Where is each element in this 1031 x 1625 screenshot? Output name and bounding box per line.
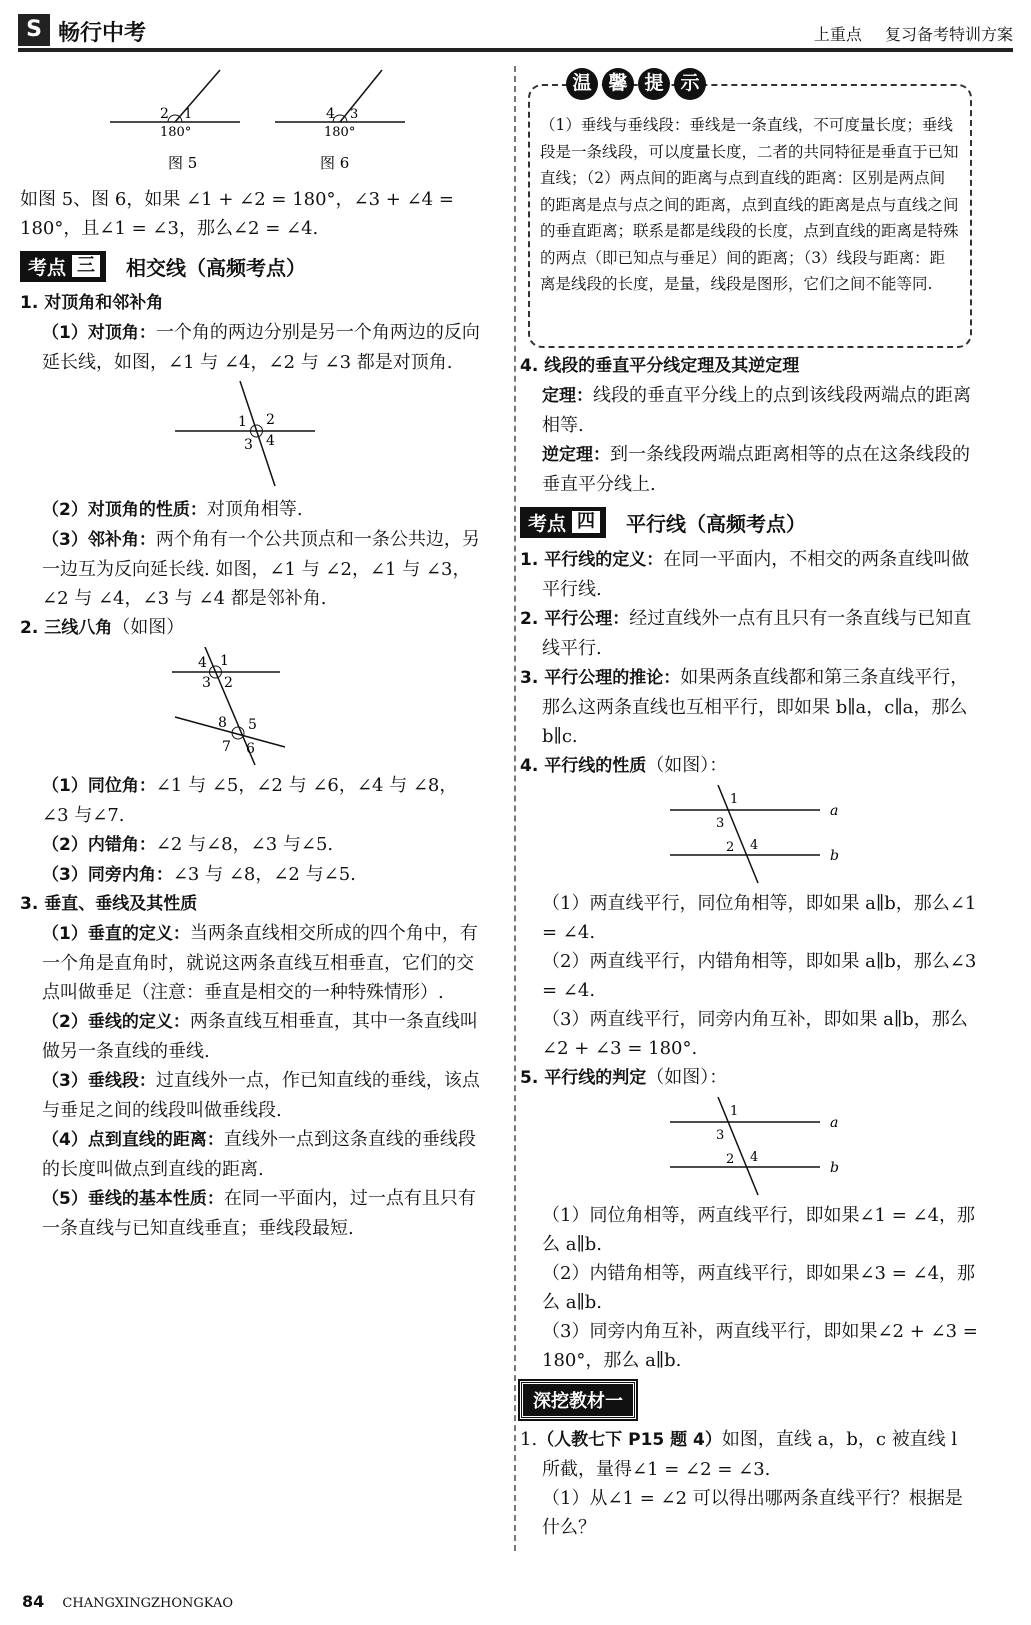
item-3-1-head: （1）垂直的定义： — [42, 924, 190, 944]
right-column — [520, 352, 980, 1542]
section-3-badge — [20, 251, 106, 282]
figB-label-8: 8 — [218, 715, 227, 731]
fig5-label-180: 180° — [160, 125, 192, 140]
figD-label-4: 4 — [750, 1150, 759, 1165]
footer-text: CHANGXINGZHONGKAO — [62, 1596, 234, 1611]
question-1 — [520, 1425, 980, 1484]
tip-char-2: 馨 — [602, 68, 634, 100]
figC-label-2: 2 — [726, 840, 735, 855]
item-2-3-text: ∠3 与 ∠8，∠2 与∠5. — [172, 864, 356, 885]
item-2-1 — [20, 771, 480, 830]
item-3-3-head: （3）垂线段： — [42, 1071, 156, 1091]
intro-line-2: 180°，且∠1 = ∠3，那么∠2 = ∠4. — [20, 218, 319, 239]
converse-text: 到一条线段两端点距离相等的点在这条线段的垂直平分线上. — [542, 444, 970, 495]
heading-3: 3. 垂直、垂线及其性质 — [20, 894, 198, 914]
figure-vertical-angles — [170, 381, 330, 491]
item-3-5-head: （5）垂线的基本性质： — [42, 1189, 224, 1209]
section-4-title: 平行线（高频考点） — [626, 511, 807, 536]
section-3-title: 相交线（高频考点） — [126, 255, 307, 280]
section-4-heading — [520, 505, 980, 539]
figC-label-4: 4 — [750, 838, 759, 853]
parallel-3-head: 3. 平行公理的推论： — [520, 668, 681, 688]
figB-label-2: 2 — [224, 675, 233, 691]
figB-label-4: 4 — [198, 655, 207, 671]
figB-label-7: 7 — [222, 739, 231, 755]
parallel-4-1: （1）两直线平行，同位角相等，即如果 a∥b，那么∠1 = ∠4. — [542, 893, 977, 943]
item-1-1 — [20, 318, 480, 377]
parallel-2-head: 2. 平行公理： — [520, 609, 630, 629]
item-2-3 — [20, 860, 480, 890]
figure-three-lines-eight-angles — [160, 647, 340, 767]
fig5-label-1: 1 — [184, 107, 193, 122]
section-3-badge-label: 考点 — [28, 256, 67, 279]
theorem-head: 定理： — [542, 386, 593, 406]
page-number: 84 — [22, 1592, 45, 1611]
parallel-5-2: （2）内错角相等，两直线平行，即如果∠3 = ∠4，那么 a∥b. — [542, 1263, 976, 1313]
question-1-text: 如图，直线 a，b，c 被直线 l 所截，量得∠1 = ∠2 = ∠3. — [542, 1429, 958, 1480]
item-3-4-text: 直线外一点到这条直线的垂线段的长度叫做点到直线的距离. — [42, 1129, 476, 1180]
parallel-3 — [520, 663, 980, 751]
heading-1: 1. 对顶角和邻补角 — [20, 293, 164, 313]
parallel-2 — [520, 604, 980, 663]
tip-text: （1）垂线与垂线段：垂线是一条直线，不可度量长度；垂线段是一条线段，可以度量长度，二者的共同特征是垂直于已知直线；（2）两点间的距离与点到直线的距离：区别是两点间的距离是点与点之间的距离，点到直线的距离是点与直线之间的垂直距离；联系是都是线段的长度，点到直线的距离是特殊的两点（即已知点与垂足）间的距离；（3）线段与距离：距离是线段的长度，是量，线段是图形，它们之间不能等同. — [540, 116, 959, 293]
theorem — [520, 381, 980, 440]
parallel-5-head: 5. 平行线的判定 — [520, 1068, 647, 1088]
tip-char-4: 示 — [674, 68, 706, 100]
brand-name: 畅行中考 — [58, 21, 147, 46]
tip-char-1: 温 — [566, 68, 598, 100]
tip-title — [566, 68, 706, 100]
parallel-1 — [520, 545, 980, 604]
question-1-sub-1: （1）从∠1 = ∠2 可以得出哪两条直线平行？根据是什么？ — [542, 1488, 963, 1538]
item-2-2 — [20, 830, 480, 860]
item-1-2 — [20, 495, 480, 525]
page-footer — [22, 1592, 233, 1611]
item-1-2-text: 对顶角相等. — [206, 499, 303, 520]
item-1-3-head: （3）邻补角： — [42, 530, 156, 550]
item-3-2-head: （2）垂线的定义： — [42, 1012, 190, 1032]
parallel-4-3: （3）两直线平行，同旁内角互补，即如果 a∥b，那么∠2 + ∠3 = 180°. — [542, 1009, 968, 1059]
fig6-label-4: 4 — [326, 106, 335, 122]
parallel-1-text: 在同一平面内，不相交的两条直线叫做平行线. — [542, 549, 970, 600]
item-3-3-text: 过直线外一点，作已知直线的垂线，该点与垂足之间的线段叫做垂线段. — [42, 1070, 480, 1121]
item-1-3 — [20, 525, 480, 613]
figD-label-2: 2 — [726, 1152, 735, 1167]
item-3-1-text: 当两条直线相交所成的四个角中，有一个角是直角时，就说这两条直线互相垂直，它们的交点叫做垂足（注意：垂直是相交的一种特殊情形）. — [42, 923, 478, 1003]
parallel-4-note: （如图）： — [646, 755, 728, 776]
item-3-3 — [20, 1066, 480, 1125]
section-3-badge-number: 三 — [70, 253, 102, 279]
figB-label-3: 3 — [202, 675, 211, 691]
item-1-2-head: （2）对顶角的性质： — [42, 500, 207, 520]
intro-line-1: 如图 5、图 6，如果 ∠1 + ∠2 = 180°，∠3 + ∠4 = — [20, 189, 454, 210]
parallel-5-note: （如图）： — [646, 1067, 728, 1088]
figA-label-4: 4 — [266, 433, 275, 449]
figure-parallel-criteria — [650, 1097, 850, 1197]
section-3-heading — [20, 249, 480, 283]
heading-4: 4. 线段的垂直平分线定理及其逆定理 — [520, 356, 800, 376]
item-2-1-head: （1）同位角： — [42, 776, 156, 796]
figD-line-b: b — [830, 1160, 839, 1176]
heading-2-note: （如图） — [112, 617, 185, 638]
section-4-badge-number: 四 — [570, 509, 602, 535]
fig6-caption: 图 6 — [320, 154, 350, 172]
figC-line-b: b — [830, 848, 839, 864]
figA-label-3: 3 — [244, 437, 253, 453]
item-3-4-head: （4）点到直线的距离： — [42, 1130, 224, 1150]
header-right — [796, 22, 1013, 45]
item-2-1-text: ∠1 与 ∠5，∠2 与 ∠6，∠4 与 ∠8，∠3 与∠7. — [42, 775, 458, 826]
item-3-1 — [20, 919, 480, 1007]
header-tag-2: 复习备考特训方案 — [884, 25, 1013, 44]
figA-label-1: 1 — [238, 414, 247, 430]
parallel-5-1: （1）同位角相等，两直线平行，即如果∠1 = ∠4，那么 a∥b. — [542, 1205, 976, 1255]
figC-label-1: 1 — [730, 792, 739, 807]
item-3-5 — [20, 1184, 480, 1243]
item-3-4 — [20, 1125, 480, 1184]
figC-label-3: 3 — [716, 816, 725, 831]
tip-char-3: 提 — [638, 68, 670, 100]
figB-label-5: 5 — [248, 717, 257, 733]
header-tag-1: 上重点 — [813, 25, 862, 44]
item-3-2-text: 两条直线互相垂直，其中一条直线叫做另一条直线的垂线. — [42, 1011, 478, 1062]
converse-theorem — [520, 440, 980, 499]
item-3-2 — [20, 1007, 480, 1066]
header-rule — [18, 48, 1013, 52]
fig5-label-2: 2 — [160, 106, 169, 122]
item-1-1-text: 一个角的两边分别是另一个角两边的反向延长线，如图，∠1 与 ∠4，∠2 与 ∠3 都是对顶角. — [42, 322, 480, 373]
item-2-2-text: ∠2 与∠8，∠3 与∠5. — [155, 834, 334, 855]
figD-label-1: 1 — [730, 1104, 739, 1119]
converse-head: 逆定理： — [542, 445, 610, 465]
figure-parallel-properties — [650, 785, 850, 885]
figD-label-3: 3 — [716, 1128, 725, 1143]
brand-logo: S — [18, 14, 50, 46]
figB-label-6: 6 — [246, 741, 255, 757]
theorem-text: 线段的垂直平分线上的点到该线段两端点的距离相等. — [542, 385, 971, 436]
item-3-5-text: 在同一平面内，过一点有且只有一条直线与已知直线垂直；垂线段最短. — [42, 1188, 476, 1239]
parallel-2-text: 经过直线外一点有且只有一条直线与已知直线平行. — [542, 608, 972, 659]
parallel-4 — [520, 751, 980, 781]
column-divider — [514, 66, 516, 1551]
fig6-label-180: 180° — [324, 125, 356, 140]
parallel-5-3: （3）同旁内角互补，两直线平行，即如果∠2 + ∠3 = 180°，那么 a∥b. — [542, 1321, 978, 1371]
parallel-1-head: 1. 平行线的定义： — [520, 550, 664, 570]
fig6-label-3: 3 — [350, 107, 359, 122]
parallel-4-2: （2）两直线平行，内错角相等，即如果 a∥b，那么∠3 = ∠4. — [542, 951, 977, 1001]
figure-5-6 — [20, 66, 480, 176]
figA-label-2: 2 — [266, 412, 275, 428]
question-1-source: （人教七下 P15 题 4） — [537, 1430, 722, 1450]
question-1-number: 1. — [520, 1429, 538, 1450]
item-2-3-head: （3）同旁内角： — [42, 865, 173, 885]
textbook-tag: 深挖教材一 — [520, 1381, 636, 1419]
figD-line-a: a — [830, 1115, 839, 1131]
item-1-3-text: 两个角有一个公共顶点和一条公共边，另一边互为反向延长线. 如图，∠1 与 ∠2，∠1 与 ∠3，∠2 与 ∠4，∠3 与 ∠4 都是邻补角. — [42, 529, 480, 609]
figC-line-a: a — [830, 803, 839, 819]
parallel-4-head: 4. 平行线的性质 — [520, 756, 647, 776]
item-1-1-head: （1）对顶角： — [42, 323, 156, 343]
figB-label-1: 1 — [220, 653, 229, 669]
heading-2-text: 2. 三线八角 — [20, 618, 113, 638]
page-header — [18, 12, 1013, 52]
left-column — [20, 66, 480, 1243]
parallel-3-text: 如果两条直线都和第三条直线平行，那么这两条直线也互相平行，即如果 b∥a，c∥a，那么 b∥c. — [542, 667, 969, 747]
item-2-2-head: （2）内错角： — [42, 835, 156, 855]
heading-2 — [20, 613, 480, 643]
parallel-5 — [520, 1063, 980, 1093]
fig5-caption: 图 5 — [168, 154, 198, 172]
section-4-badge-label: 考点 — [528, 512, 567, 535]
section-4-badge — [520, 507, 606, 538]
